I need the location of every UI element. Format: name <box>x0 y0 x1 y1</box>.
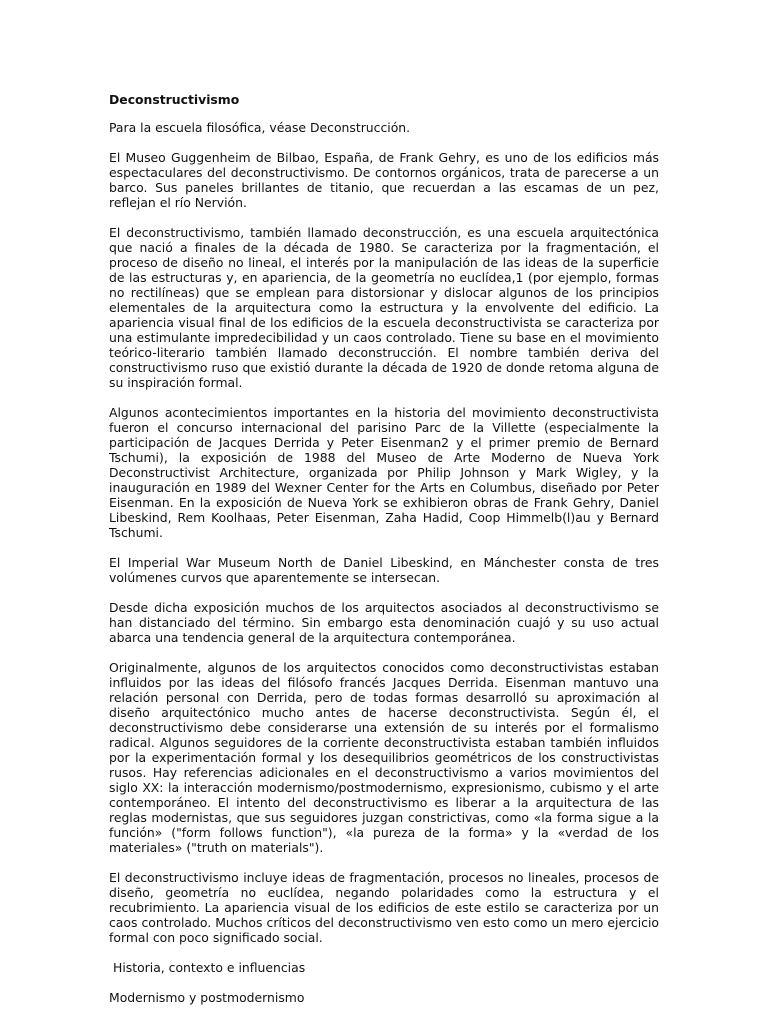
paragraph-imperial-war-museum: El Imperial War Museum North de Daniel Libeskind, en Mánchester consta de tres volúmenes curvos que aparentemente se intersecan. <box>109 555 659 585</box>
paragraph-origins: Originalmente, algunos de los arquitectos conocidos como deconstructivistas estaban influidos por las ideas del filósofo francés Jacques Derrida. Eisenman mantuvo una relación personal con Derrida, pero de todas formas desarrolló su aproximación al diseño arquitectónico mucho antes de hacerse deconstructivista. Según él, el deconstructivismo debe considerarse una extensión de su interés por el formalismo radical. Algunos seguidores de la corriente deconstructivista estaban también influidos por la experimentación formal y los desequilibrios geométricos de los constructivistas rusos. Hay referencias adicionales en el deconstructivismo a varios movimientos del siglo XX: la interacción modernismo/postmodernismo, expresionismo, cubismo y el arte contemporáneo. El intento del deconstructivismo es liberar a la arquitectura de las reglas modernistas, que sus seguidores juzgan constrictivas, como «la forma sigue a la función» ("form follows function"), «la pureza de la forma» y la «verdad de los materiales» ("truth on materials"). <box>109 660 659 855</box>
paragraph-see-also: Para la escuela filosófica, véase Deconstrucción. <box>109 120 411 135</box>
paragraph-exposition: Desde dicha exposición muchos de los arquitectos asociados al deconstructivismo se han distanciado del término. Sin embargo esta denominación cuajó y su uso actual abarca una tendencia general de la arquitectura contemporánea. <box>109 600 659 645</box>
paragraph-fragmentation: El deconstructivismo incluye ideas de fragmentación, procesos no lineales, procesos de diseño, geometría no euclídea, negando polaridades como la estructura y el recubrimiento. La apariencia visual de los edificios de este estilo se caracteriza por un caos controlado. Muchos críticos del deconstructivismo ven esto como un mero ejercicio formal con poco significado social. <box>109 870 659 945</box>
section-heading-history: Historia, contexto e influencias <box>113 960 306 975</box>
section-heading-modernism: Modernismo y postmodernismo <box>109 990 305 1005</box>
paragraph-definition: El deconstructivismo, también llamado deconstrucción, es una escuela arquitectónica que nació a finales de la década de 1980. Se caracteriza por la fragmentación, el proceso de diseño no lineal, el interés por la manipulación de las ideas de la superficie de las estructuras y, en apariencia, de la geometría no euclídea,1 (por ejemplo, formas no rectilíneas) que se emplean para distorsionar y dislocar algunos de los principios elementales de la arquitectura como la estructura y la envolvente del edificio. La apariencia visual final de los edificios de la escuela deconstructivista se caracteriza por una estimulante impredecibilidad y un caos controlado. Tiene su base en el movimiento teórico-literario también llamado deconstrucción. El nombre también deriva del constructivismo ruso que existió durante la década de 1920 de donde retoma alguna de su inspiración formal. <box>109 225 659 390</box>
paragraph-guggenheim: El Museo Guggenheim de Bilbao, España, de Frank Gehry, es uno de los edificios más espectaculares del deconstructivismo. De contornos orgánicos, trata de parecerse a un barco. Sus paneles brillantes de titanio, que recuerdan a las escamas de un pez, reflejan el río Nervión. <box>109 150 659 210</box>
paragraph-events: Algunos acontecimientos importantes en la historia del movimiento deconstructivista fueron el concurso internacional del parisino Parc de la Villette (especialmente la participación de Jacques Derrida y Peter Eisenman2 y el primer premio de Bernard Tschumi), la exposición de 1988 del Museo de Arte Moderno de Nueva York Deconstructivist Architecture, organizada por Philip Johnson y Mark Wigley, y la inauguración en 1989 del Wexner Center for the Arts en Columbus, diseñado por Peter Eisenman. En la exposición de Nueva York se exhibieron obras de Frank Gehry, Daniel Libeskind, Rem Koolhaas, Peter Eisenman, Zaha Hadid, Coop Himmelb(l)au y Bernard Tschumi. <box>109 405 659 540</box>
document-title: Deconstructivismo <box>109 92 240 107</box>
